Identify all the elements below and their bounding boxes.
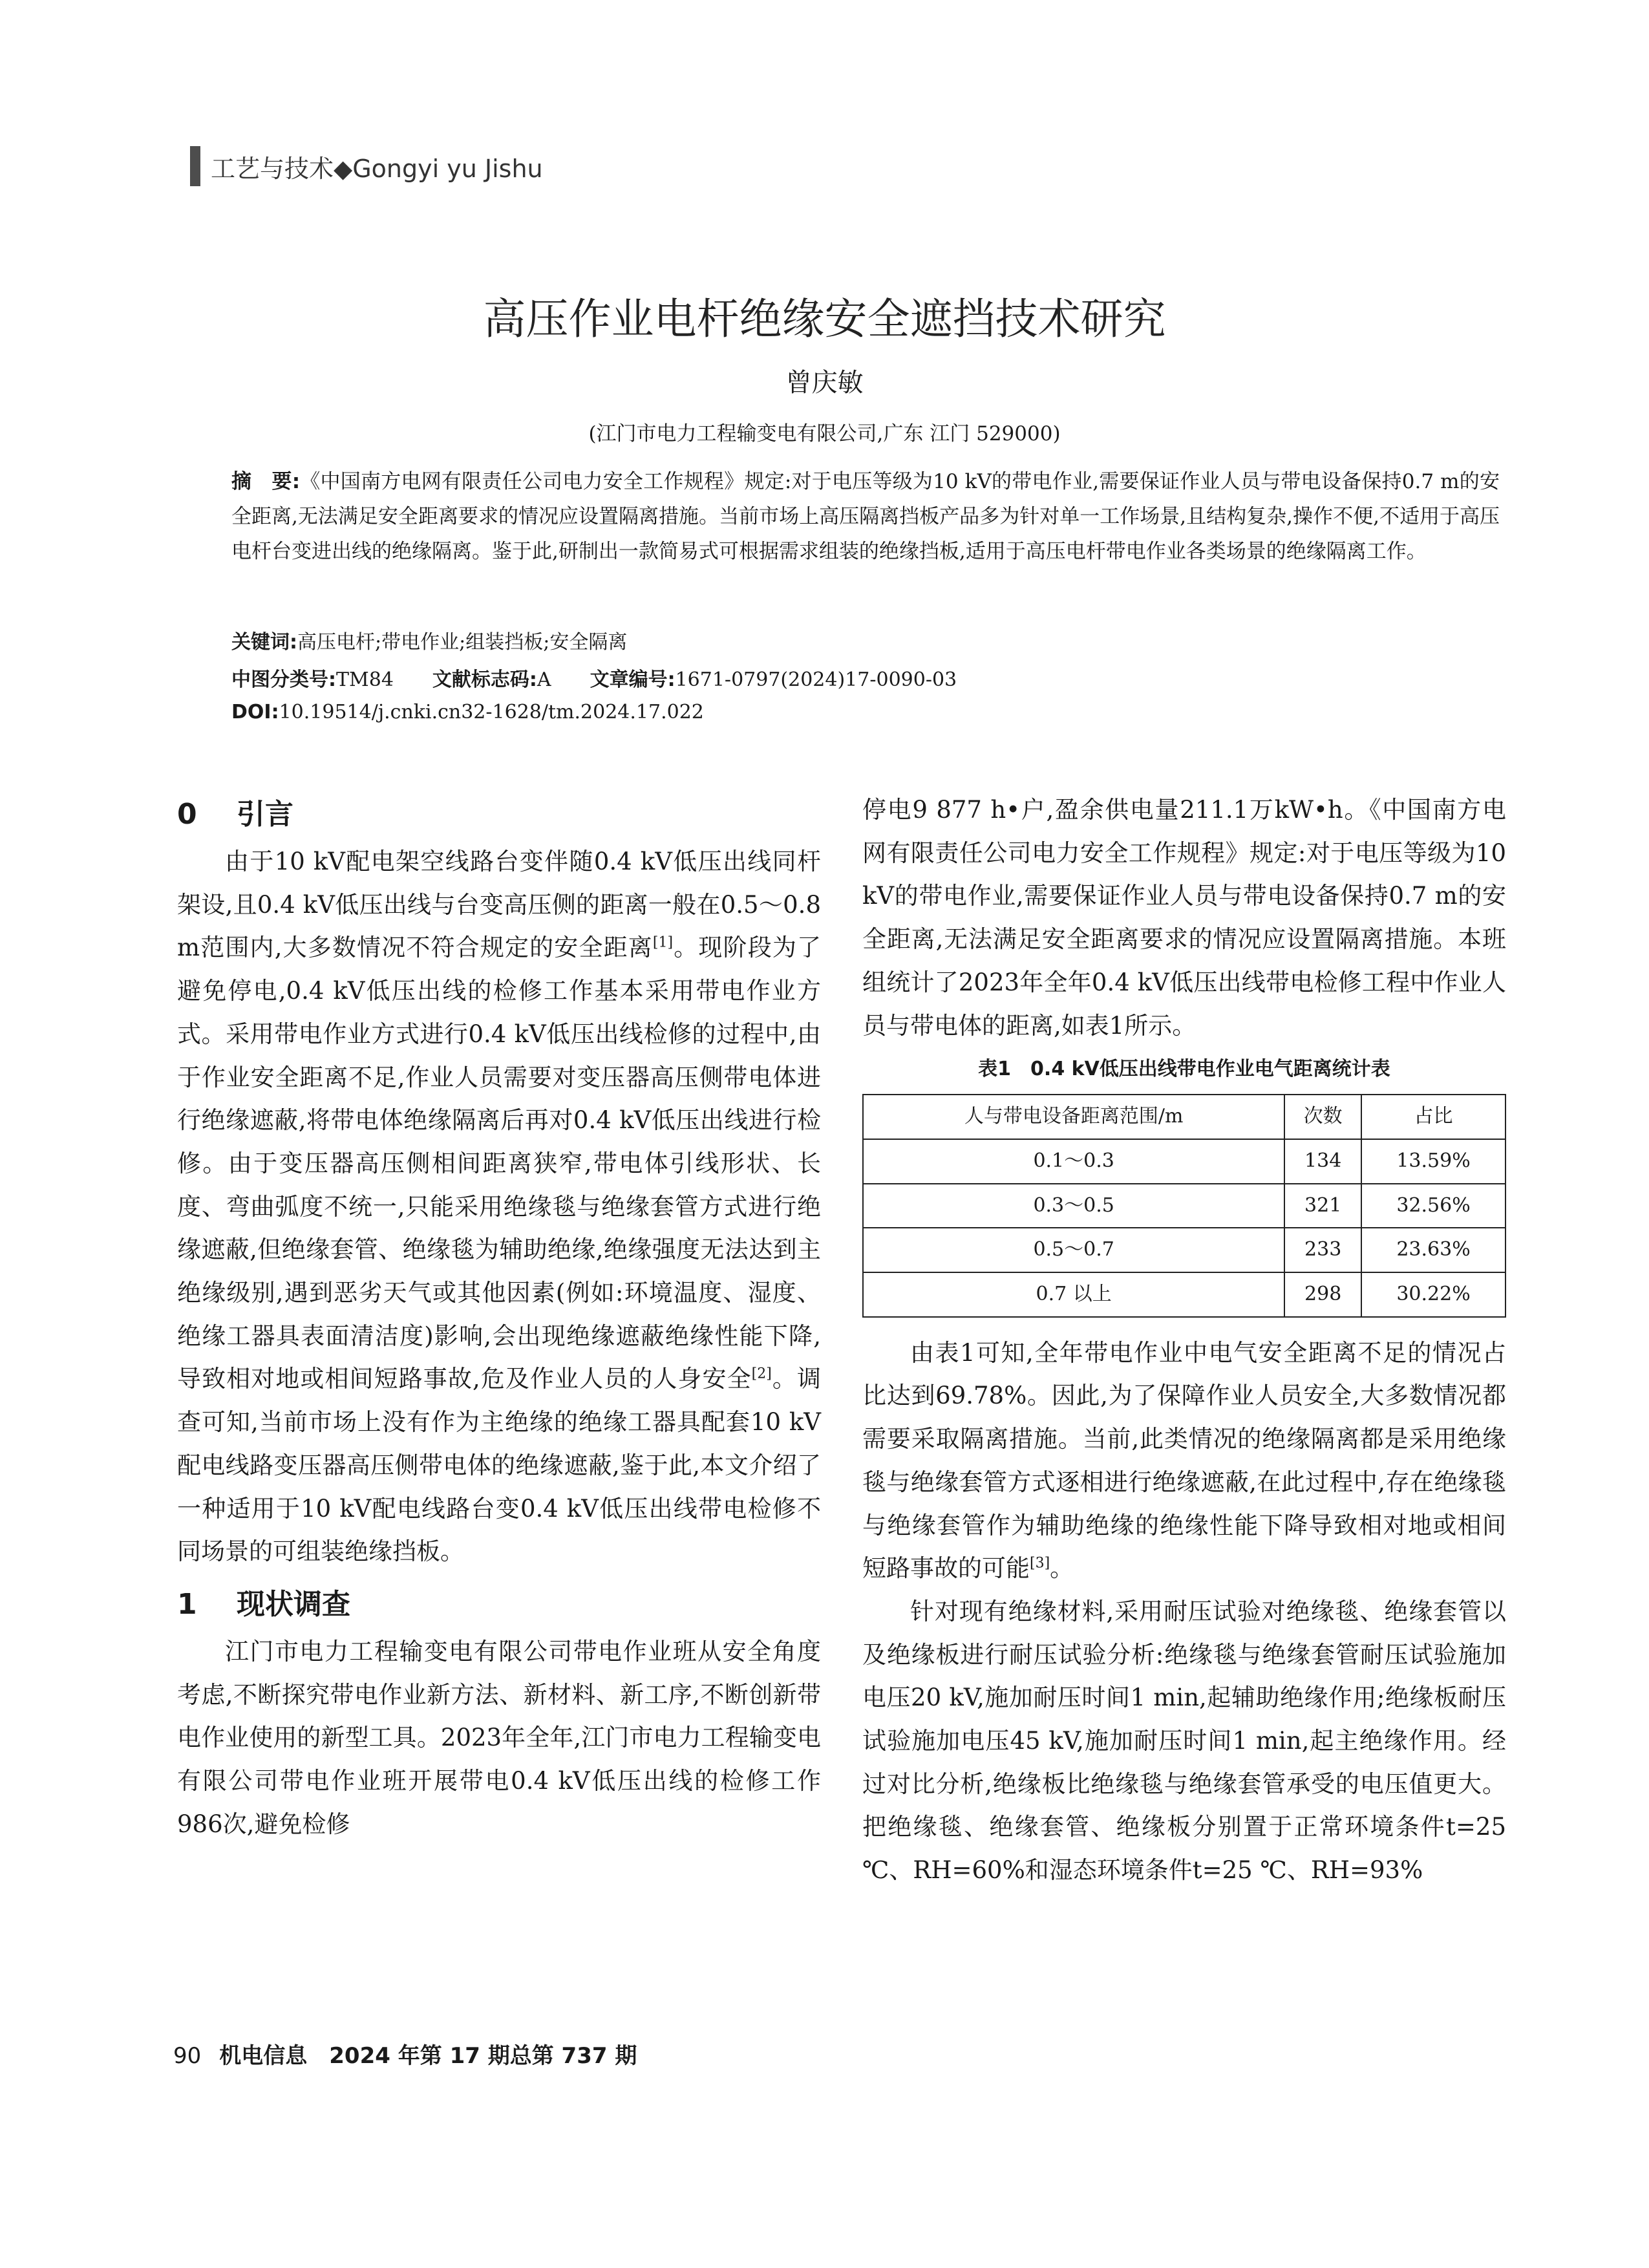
table-cell: 0.3～0.5 bbox=[863, 1184, 1284, 1228]
table-row bbox=[863, 1272, 1505, 1317]
table-row bbox=[863, 1139, 1505, 1184]
table-header-row bbox=[863, 1095, 1505, 1139]
table-row bbox=[863, 1228, 1505, 1272]
keywords-text: 高压电杆;带电作业;组装挡板;安全隔离 bbox=[297, 631, 628, 654]
classification-line bbox=[231, 663, 957, 692]
table-caption: 表1 0.4 kV低压出线带电作业电气距离统计表 bbox=[978, 1058, 1390, 1081]
distance-statistics-table bbox=[862, 1094, 1506, 1318]
doi-label: DOI: bbox=[231, 701, 279, 723]
journal-issue: 机电信息 2024 年第 17 期总第 737 期 bbox=[219, 2043, 637, 2069]
column-marker-bar bbox=[190, 146, 200, 186]
doi-line bbox=[231, 701, 704, 723]
table-cell: 233 bbox=[1284, 1228, 1361, 1272]
clc-value: TM84 bbox=[336, 669, 394, 691]
citation-ref: [2] bbox=[751, 1366, 772, 1383]
left-column bbox=[177, 789, 821, 1846]
survey-paragraph-continued: 停电9 877 h•户,盈余供电量211.1万kW•h。《中国南方电网有限责任公司电力安全工作规程》规定:对于电压等级为10 kV的带电作业,需要保证作业人员与带电设备保持0.7 m的安全距离,无法满足安全距离要求的情况应设置隔离措施。本班组统计了2023年全年0.4 kV低压出线带电检修工程中作业人员与带电体的距离,如表1所示。 bbox=[862, 796, 1506, 1040]
keywords-label: 关键词: bbox=[231, 631, 297, 654]
table-header-cell: 次数 bbox=[1284, 1095, 1361, 1139]
column-header: 工艺与技术◆Gongyi yu Jishu bbox=[211, 155, 543, 183]
right-column bbox=[862, 789, 1506, 1892]
paper-title: 高压作业电杆绝缘安全遮挡技术研究 bbox=[483, 294, 1166, 344]
citation-ref: [3] bbox=[1030, 1555, 1050, 1572]
survey-paragraph: 江门市电力工程输变电有限公司带电作业班从安全角度考虑,不断探究带电作业新方法、新材料、新工序,不断创新带电作业使用的新型工具。2023年全年,江门市电力工程输变电有限公司带电作业班开展带电0.4 kV低压出线的检修工作986次,避免检修 bbox=[177, 1637, 821, 1838]
table-cell: 13.59% bbox=[1361, 1139, 1505, 1184]
table-cell: 134 bbox=[1284, 1139, 1361, 1184]
section-heading-survey: 1 现状调查 bbox=[177, 1587, 350, 1621]
test-paragraph: 针对现有绝缘材料,采用耐压试验对绝缘毯、绝缘套管以及绝缘板进行耐压试验分析:绝缘毯与绝缘套管耐压试验施加电压20 kV,施加耐压时间1 min,起辅助绝缘作用;绝缘板耐压试验施加电压45 kV,施加耐压时间1 min,起主绝缘作用。经过对比分析,绝缘板比绝缘毯与绝缘套管承受的电压值更大。把绝缘毯、绝缘套管、绝缘板分别置于正常环境条件t=25 ℃、RH=60%和湿态环境条件t=25 ℃、RH=93% bbox=[862, 1597, 1506, 1885]
abstract-label: 摘 要: bbox=[231, 470, 301, 493]
affiliation: (江门市电力工程输变电有限公司,广东 江门 529000) bbox=[588, 422, 1061, 445]
table-cell: 0.5～0.7 bbox=[863, 1228, 1284, 1272]
page-number: 90 bbox=[173, 2043, 202, 2069]
intro-paragraph: 由于10 kV配电架空线路台变伴随0.4 kV低压出线同杆架设,且0.4 kV低压出线与台变高压侧的距离一般在0.5～0.8 m范围内,大多数情况不符合规定的安全距离[1]。现阶段为了避免停电,0.4 kV低压出线的检修工作基本采用带电作业方式。采用带电作业方式进行0.4 kV低压出线检修的过程中,由于作业安全距离不足,作业人员需要对变压器高压侧带电体进行绝缘遮蔽,将带电体绝缘隔离后再对0.4 kV低压出线进行检修。由于变压器高压侧相间距离狭窄,带电体引线形状、长度、弯曲弧度不统一,只能采用绝缘毯与绝缘套管方式进行绝缘遮蔽,但绝缘套管、绝缘毯为辅助绝缘,绝缘强度无法达到主绝缘级别,遇到恶劣天气或其他因素(例如:环境温度、湿度、绝缘工器具表面清洁度)影响,会出现绝缘遮蔽绝缘性能下降,导致相对地或相间短路事故,危及作业人员的人身安全[2]。调查可知,当前市场上没有作为主绝缘的绝缘工器具配套10 kV配电线路变压器高压侧带电体的绝缘遮蔽,鉴于此,本文介绍了一种适用于10 kV配电线路台变0.4 kV低压出线带电检修不同场景的可组装绝缘挡板。 bbox=[177, 848, 822, 1566]
article-number-value: 1671-0797(2024)17-0090-03 bbox=[675, 669, 957, 691]
citation-ref: [1] bbox=[652, 935, 674, 952]
table-cell: 30.22% bbox=[1361, 1272, 1505, 1317]
analysis-paragraph: 由表1可知,全年带电作业中电气安全距离不足的情况占比达到69.78%。因此,为了保障作业人员安全,大多数情况都需要采取隔离措施。当前,此类情况的绝缘隔离都是采用绝缘毯与绝缘套管方式逐相进行绝缘遮蔽,在此过程中,存在绝缘毯与绝缘套管作为辅助绝缘的绝缘性能下降导致相对地或相间短路事故的可能[3]。 bbox=[862, 1338, 1506, 1583]
keywords bbox=[231, 626, 627, 654]
table-cell: 32.56% bbox=[1361, 1184, 1505, 1228]
abstract bbox=[231, 464, 1500, 569]
section-heading-intro: 0 引言 bbox=[177, 798, 293, 831]
table-cell: 0.7 以上 bbox=[863, 1272, 1284, 1317]
clc-label: 中图分类号: bbox=[231, 669, 336, 691]
table-cell: 298 bbox=[1284, 1272, 1361, 1317]
table-cell: 23.63% bbox=[1361, 1228, 1505, 1272]
author: 曾庆敏 bbox=[785, 368, 864, 398]
abstract-text: 《中国南方电网有限责任公司电力安全工作规程》规定:对于电压等级为10 kV的带电作业,需要保证作业人员与带电设备保持0.7 m的安全距离,无法满足安全距离要求的情况应设置隔离措施。当前市场上高压隔离挡板产品多为针对单一工作场景,且结构复杂,操作不便,不适用于高压电杆台变进出线的绝缘隔离。鉴于此,研制出一款简易式可根据需求组装的绝缘挡板,适用于高压电杆带电作业各类场景的绝缘隔离工作。 bbox=[231, 470, 1500, 563]
table-header-cell: 人与带电设备距离范围/m bbox=[863, 1095, 1284, 1139]
table-cell: 0.1～0.3 bbox=[863, 1139, 1284, 1184]
doc-code-label: 文献标志码: bbox=[432, 669, 537, 691]
table-header-cell: 占比 bbox=[1361, 1095, 1505, 1139]
article-number-label: 文章编号: bbox=[590, 669, 676, 691]
doc-code-value: A bbox=[537, 669, 551, 691]
doi-value: 10.19514/j.cnki.cn32-1628/tm.2024.17.022 bbox=[279, 701, 704, 723]
table-row bbox=[863, 1184, 1505, 1228]
page-footer bbox=[173, 2038, 637, 2070]
table-cell: 321 bbox=[1284, 1184, 1361, 1228]
